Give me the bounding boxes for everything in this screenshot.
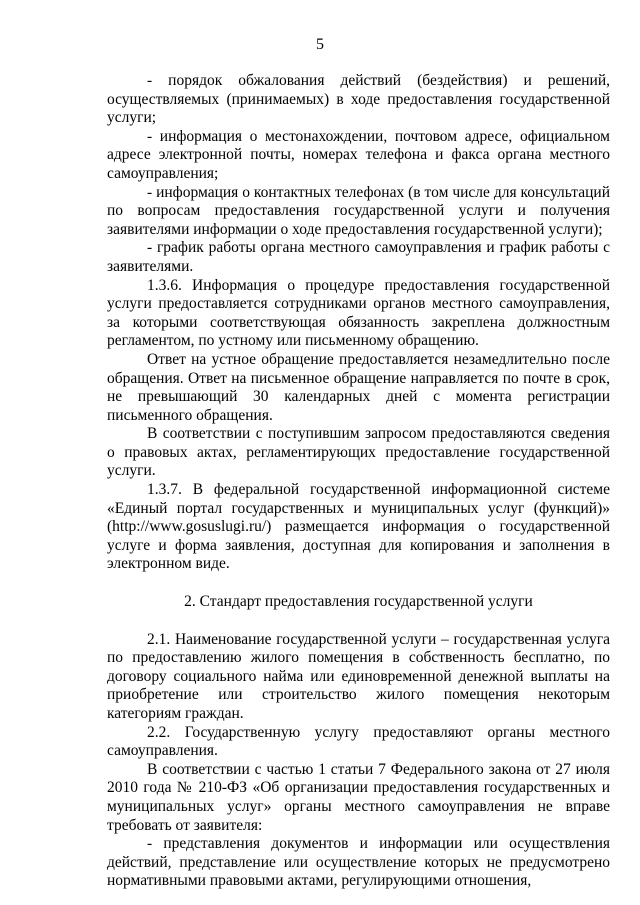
paragraph-1-3-6: 1.3.6. Информация о процедуре предоставления государственной услуги предоставляется сотрудниками органов местного самоуправления, за которыми соответствующая обязанность закреплена должностным регламентом, по устному или письменному обращению. [107,276,610,350]
paragraph-location-info: - информация о местонахождении, почтовом адресе, официальном адресе электронной почты, номерах телефона и факса органа местного самоуправления; [107,127,610,182]
paragraph-oral-response: Ответ на устное обращение предоставляется незамедлительно после обращения. Ответ на письменное обращение направляется по почте в срок, не превышающий 30 календарных дней с момента регистрации письменного обращения. [107,350,610,424]
paragraph-1-3-7: 1.3.7. В федеральной государственной информационной системе «Единый портал государственных и муниципальных услуг (функций)» (http://www.gosuslugi.ru/) размещается информация о государственной услуге и форма заявления, доступная для копирования и заполнения в электронном виде. [107,481,610,573]
paragraph-contact-phones: - информация о контактных телефонах (в том числе для консультаций по вопросам предоставления государственной услуги и получения заявителями информации о ходе предоставления государственной услуги); [107,183,610,238]
paragraph-2-1: 2.1. Наименование государственной услуги – государственная услуга по предоставлению жилого помещения в собственность бесплатно, по договору социального найма или единовременной денежной выплаты на приобретение или строительство жилого помещения некоторым категориям граждан. [107,630,610,722]
section-heading: 2. Стандарт предоставления государственной услуги [184,593,533,611]
paragraph-federal-law: В соответствии с частью 1 статьи 7 Федерального закона от 27 июля 2010 года № 210-ФЗ «Об организации предоставления государственных и муниципальных услуг» органы местного самоуправления не вправе требовать от заявителя: [107,760,610,834]
document-body [107,72,610,891]
paragraph-documents: - представления документов и информации или осуществления действий, представление или осуществление которых не предусмотрено нормативными правовыми актами, регулирующими отношения, [107,835,610,890]
paragraph-2-2: 2.2. Государственную услугу предоставляют органы местного самоуправления. [107,723,610,760]
page-number: 5 [316,36,324,53]
paragraph-legal-acts: В соответствии с поступившим запросом предоставляются сведения о правовых актах, регламентирующих предоставление государственной услуги. [107,425,610,480]
paragraph-appeal-procedure: - порядок обжалования действий (бездействия) и решений, осуществляемых (принимаемых) в ходе предоставления государственной услуги; [107,72,610,127]
paragraph-work-schedule: - график работы органа местного самоуправления и график работы с заявителями. [107,239,610,275]
